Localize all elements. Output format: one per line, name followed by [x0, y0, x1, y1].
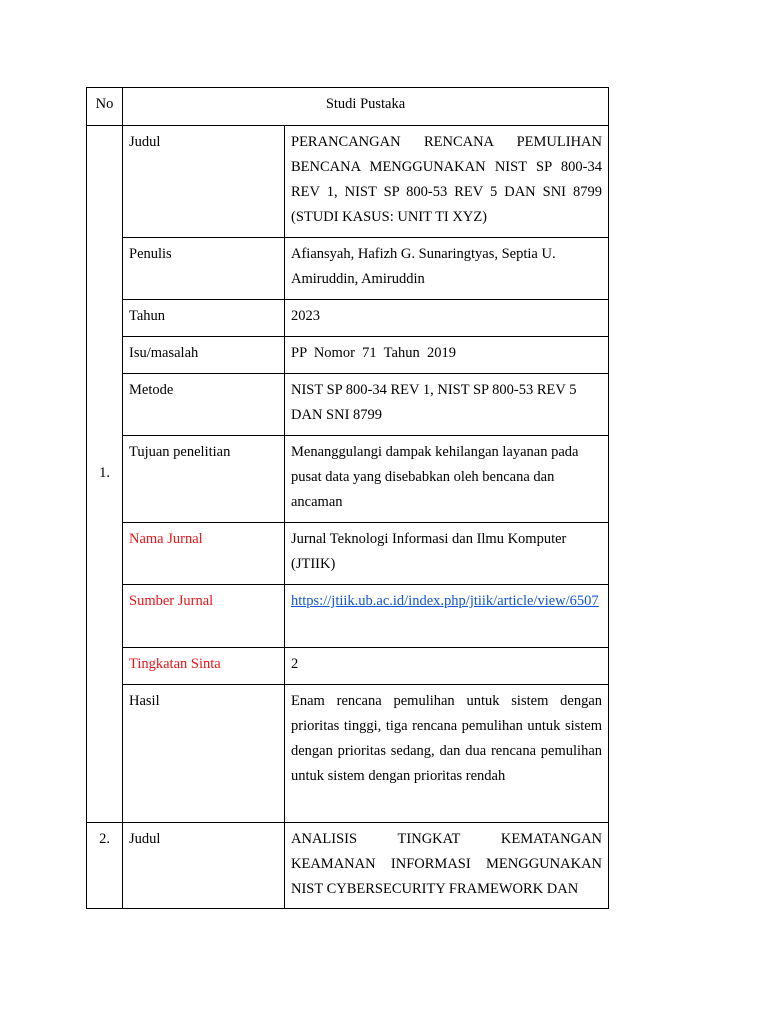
table-row [87, 300, 609, 337]
row-value-sumber [285, 585, 609, 648]
table-row [87, 523, 609, 585]
table-row [87, 126, 609, 238]
row-label-red: Nama Jurnal [123, 523, 285, 585]
row-value-penulis: Afiansyah, Hafizh G. Sunaringtyas, Septia U. Amiruddin, Amiruddin [285, 238, 609, 300]
row-label: Penulis [123, 238, 285, 300]
row-label-red: Sumber Jurnal [123, 585, 285, 648]
table-row [87, 685, 609, 823]
table-row [87, 374, 609, 436]
entry-number: 1. [87, 126, 123, 823]
row-label: Hasil [123, 685, 285, 823]
row-label: Judul [123, 126, 285, 238]
row-label: Tujuan penelitian [123, 436, 285, 523]
row-value-isu: PP Nomor 71 Tahun 2019 [285, 337, 609, 374]
row-value-judul-2: ANALISIS TINGKAT KEMATANGAN KEAMANAN INFORMASI MENGGUNAKAN NIST CYBERSECURITY FRAMEWORK DAN [285, 823, 609, 909]
row-value-nama-jurnal: Jurnal Teknologi Informasi dan Ilmu Komputer (JTIIK) [285, 523, 609, 585]
row-label-red: Tingkatan Sinta [123, 648, 285, 685]
table-row [87, 823, 609, 909]
row-label: Isu/masalah [123, 337, 285, 374]
row-value-sinta: 2 [285, 648, 609, 685]
table-header-row [87, 88, 609, 126]
row-value-judul: PERANCANGAN RENCANA PEMULIHAN BENCANA MENGGUNAKAN NIST SP 800-34 REV 1, NIST SP 800-53 REV 5 DAN SNI 8799 (STUDI KASUS: UNIT TI XYZ) [285, 126, 609, 238]
row-value-metode: NIST SP 800-34 REV 1, NIST SP 800-53 REV 5 DAN SNI 8799 [285, 374, 609, 436]
journal-link[interactable]: https://jtiik.ub.ac.id/index.php/jtiik/article/view/6507 [291, 593, 599, 609]
row-value-tujuan: Menanggulangi dampak kehilangan layanan pada pusat data yang disebabkan oleh bencana dan ancaman [285, 436, 609, 523]
table-row [87, 585, 609, 648]
row-value-hasil: Enam rencana pemulihan untuk sistem dengan prioritas tinggi, tiga rencana pemulihan untuk sistem dengan prioritas sedang, dan dua rencana pemulihan untuk sistem dengan prioritas rendah [285, 685, 609, 823]
table-row [87, 238, 609, 300]
header-no: No [87, 88, 123, 126]
table-row [87, 648, 609, 685]
row-label: Judul [123, 823, 285, 909]
header-title: Studi Pustaka [123, 88, 609, 126]
entry-number: 2. [87, 823, 123, 909]
table-row [87, 436, 609, 523]
row-label: Metode [123, 374, 285, 436]
row-label: Tahun [123, 300, 285, 337]
studi-pustaka-table [86, 87, 609, 909]
table-row [87, 337, 609, 374]
row-value-tahun: 2023 [285, 300, 609, 337]
